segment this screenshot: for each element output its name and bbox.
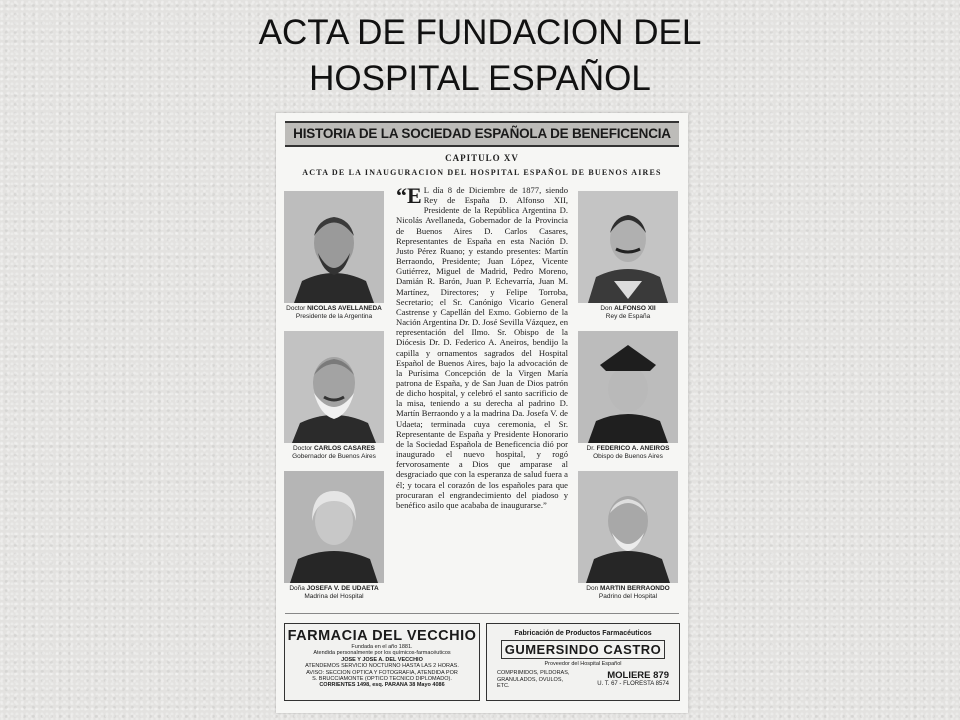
ad-line: Atendida personalmente por los químicos-farmacéuticos [313,650,451,657]
ad-line: ATENDEMOS SERVICIO NOCTURNO HASTA LAS 2 HORAS. [305,663,459,670]
caption-title: Doctor [286,305,306,312]
ad-line: JOSE Y JOSE A. DEL VECCHIO [341,656,423,663]
ad-line: Fundada en el año 1881. [351,644,413,650]
portrait-photo [578,471,678,583]
ad-line: Proveedor del Hospital Español [544,661,622,667]
caption-title: Don [586,585,599,592]
document-page [276,113,688,713]
ad-products: COMPRIMIDOS, PILDORAS, GRANULADOS, OVULOS, ETC. [497,670,570,690]
caption-title: Don [600,305,613,312]
founding-act-text [396,185,568,510]
slide-title-line2: HOSPITAL ESPAÑOL [309,59,651,98]
ad-title: FARMACIA DEL VECCHIO [287,628,477,644]
portrait-casares [284,331,384,461]
caption-title: Dr. [586,445,595,452]
slide-title [0,10,960,102]
ad-line: Fabricación de Productos Farmacéuticos [514,630,652,637]
ad-line: S. BRUCCIAMONTE (OPTICO TECNICO DIPLOMADO). [312,676,452,683]
document-subtitle: ACTA DE LA INAUGURACION DEL HOSPITAL ESPAÑOL DE BUENOS AIRES [302,168,662,177]
caption-name: JOSEFA V. DE UDAETA [306,585,379,592]
portrait-alfonso [578,191,678,321]
portrait-photo [284,471,384,583]
ad-line: AVISO: SECCION OPTICA Y FOTOGRAFIA, ATENDIDA POR [306,669,458,676]
chapter-heading: CAPITULO XV [445,153,519,163]
ad-title: GUMERSINDO CASTRO [501,640,665,659]
caption-role: Rey de España [605,313,651,320]
portrait-photo [578,191,678,303]
ad-phone: U. T. 67 - FLORESTA 8574 [597,681,669,688]
caption-role: Presidente de la Argentina [295,313,373,320]
caption-name: FEDERICO A. ANEIROS [596,445,670,452]
caption-role: Padrino del Hospital [598,593,658,600]
portrait-berraondo [578,471,678,601]
caption-role: Madrina del Hospital [304,593,364,600]
portrait-udaeta [284,471,384,601]
portrait-aneiros [578,331,678,461]
portrait-photo [578,331,678,443]
ad-line: CORRIENTES 1498, esq. PARANA 38 Mayo 4086 [319,682,445,689]
ads-divider [285,613,679,614]
caption-name: CARLOS CASARES [313,445,375,452]
ad-farmacia-del-vecchio [284,623,480,701]
portrait-photo [284,331,384,443]
caption-role: Gobernador de Buenos Aires [292,453,376,460]
caption-title: Doña [289,585,305,592]
slide-title-line1: ACTA DE FUNDACION DEL [258,13,702,52]
caption-name: MARTIN BERRAONDO [600,585,670,592]
ad-address: MOLIERE 879 [607,670,669,682]
caption-name: NICOLAS AVELLANEDA [307,305,382,312]
document-header: HISTORIA DE LA SOCIEDAD ESPAÑOLA DE BENEFICENCIA [285,121,679,147]
caption-title: Doctor [292,445,313,452]
caption-name: ALFONSO XII [614,305,656,312]
founding-act-body: L día 8 de Diciembre de 1877, siendo Rey de España D. Alfonso XII, Presidente de la República Argentina D. Nicolás Avellaneda, Gobernador de la Provincia de Buenos Aires D. Carlos Casares, Representantes de España en esta Nación D. Justo Pérez Ruano; y estando presentes: Martín Berraondo, Presidente; Juan López, Vicente Gutiérrez, Miguel de Madrid, Pedro Moreno, Damián R. Barón, Juan P. Echevarría, Juan M. Martínez, Directores; y Felipe Torroba, Secretario; el Sr. Canónigo Vicario General Castrense y Capellán del Exmo. Gobierno de la Nación Argentina Dr. D. José Sevilla Vázquez, en representación del Ilmo. Sr. Obispo de la Diócesis Dr. D. Federico A. Aneiros, bendijo la capilla y ornamentos sagrados del Hospital Español de Buenos Aires, bajo la advocación de la Purísima Concepción de la Virgen María patrona de España, y de San Juan de Dios patrón de dicho hospital, y celebró el santo sacrificio de la misa, teniendo a su derecha al padrino D. Martín Berraondo y a la madrina Da. Josefa V. de Udaeta; terminada cuya ceremonia, el Sr. Representante de España y Presidente Honorario de la Sociedad Española de Beneficencia dió por inaugurado el nuevo hospital, y rogó fervorosamente a Dios que amparase al desgraciado que con la esperanza de salud fuera a él; y tocara el corazón de los españoles para que procuraran el engrandecimiento del piadoso y benéfico asilo que acababa de inaugurarse.” [396,185,568,510]
portrait-avellaneda [284,191,384,321]
caption-role: Obispo de Buenos Aires [593,453,663,460]
ad-gumersindo-castro [486,623,680,701]
portrait-photo [284,191,384,303]
dropcap: “E [396,183,422,208]
